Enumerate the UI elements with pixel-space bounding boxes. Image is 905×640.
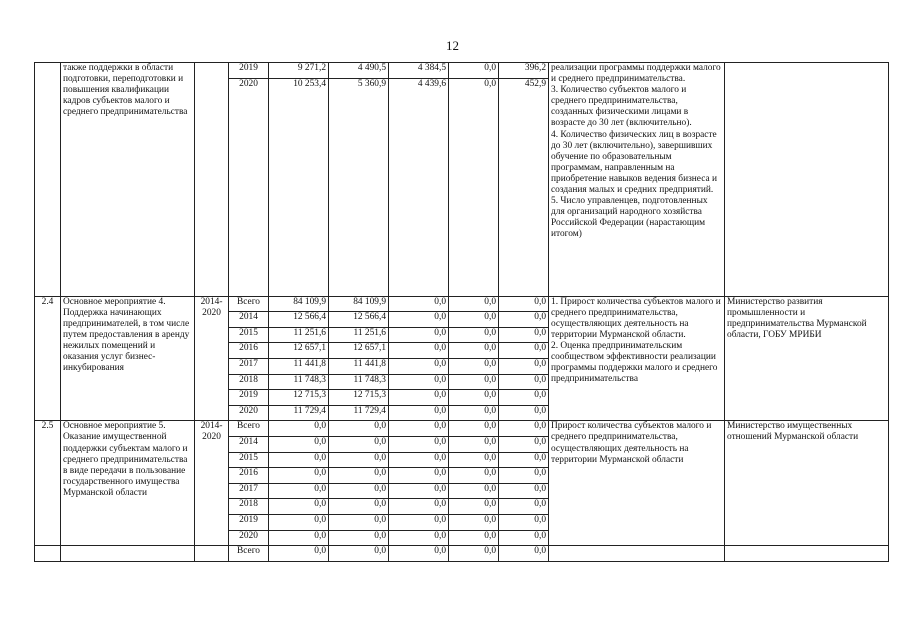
total-amount-cell: 11 729,4	[269, 405, 329, 421]
regional-budget-cell: 12 657,1	[329, 343, 389, 359]
results-cell: 1. Прирост количества субъектов малого и среднего предпринимательства, осуществляющих деятельность на территории Мурманской области. 2. Оценка предпринимательским сообществом эффективности реализации программы поддержки малого и среднего предпринимательства	[549, 296, 725, 421]
local-budget-cell: 0,0	[449, 312, 499, 328]
federal-budget-cell: 0,0	[389, 343, 449, 359]
other-sources-cell: 0,0	[499, 546, 549, 562]
year-cell: 2019	[229, 390, 269, 406]
results-cell: Прирост количества субъектов малого и среднего предпринимательства, осуществляющих деятельность на территории Мурманской области	[549, 421, 725, 546]
total-amount-cell: 0,0	[269, 452, 329, 468]
other-sources-cell: 0,0	[499, 499, 549, 515]
local-budget-cell: 0,0	[449, 405, 499, 421]
local-budget-cell: 0,0	[449, 530, 499, 546]
federal-budget-cell: 0,0	[389, 327, 449, 343]
other-sources-cell: 0,0	[499, 358, 549, 374]
local-budget-cell: 0,0	[449, 483, 499, 499]
period-cell	[195, 63, 229, 297]
year-cell: 2020	[229, 78, 269, 296]
regional-budget-cell: 0,0	[329, 546, 389, 562]
other-sources-cell: 0,0	[499, 468, 549, 484]
item-number-cell	[35, 63, 61, 297]
year-cell: 2015	[229, 327, 269, 343]
total-amount-cell: 12 715,3	[269, 390, 329, 406]
regional-budget-cell: 0,0	[329, 514, 389, 530]
federal-budget-cell: 4 384,5	[389, 63, 449, 79]
total-amount-cell: 10 253,4	[269, 78, 329, 296]
federal-budget-cell: 0,0	[389, 483, 449, 499]
activity-description	[61, 546, 195, 562]
federal-budget-cell: 0,0	[389, 405, 449, 421]
local-budget-cell: 0,0	[449, 78, 499, 296]
regional-budget-cell: 0,0	[329, 499, 389, 515]
year-cell: 2014	[229, 436, 269, 452]
year-cell: 2019	[229, 63, 269, 79]
regional-budget-cell: 11 251,6	[329, 327, 389, 343]
year-cell: 2020	[229, 405, 269, 421]
period-cell: 2014- 2020	[195, 421, 229, 546]
total-amount-cell: 11 748,3	[269, 374, 329, 390]
activity-description: Основное мероприятие 4. Поддержка начинающих предпринимателей, в том числе путем предоставления в аренду нежилых помещений и оказания услуг бизнес-инкубирования	[61, 296, 195, 421]
federal-budget-cell: 0,0	[389, 468, 449, 484]
regional-budget-cell: 0,0	[329, 421, 389, 437]
year-cell: 2016	[229, 343, 269, 359]
federal-budget-cell: 0,0	[389, 296, 449, 312]
total-amount-cell: 11 251,6	[269, 327, 329, 343]
regional-budget-cell: 12 715,3	[329, 390, 389, 406]
other-sources-cell: 0,0	[499, 436, 549, 452]
local-budget-cell: 0,0	[449, 63, 499, 79]
activity-description: также поддержки в области подготовки, переподготовки и повышения квалификации кадров субъектов малого и среднего предпринимательства	[61, 63, 195, 297]
local-budget-cell: 0,0	[449, 468, 499, 484]
total-amount-cell: 0,0	[269, 546, 329, 562]
period-cell: 2014- 2020	[195, 296, 229, 421]
year-cell: 2017	[229, 483, 269, 499]
year-cell: 2014	[229, 312, 269, 328]
regional-budget-cell: 11 441,8	[329, 358, 389, 374]
other-sources-cell: 0,0	[499, 374, 549, 390]
period-cell	[195, 546, 229, 562]
other-sources-cell: 0,0	[499, 421, 549, 437]
program-activities-table	[34, 62, 889, 562]
federal-budget-cell: 0,0	[389, 514, 449, 530]
item-number-cell: 2.5	[35, 421, 61, 546]
year-cell: 2017	[229, 358, 269, 374]
other-sources-cell: 0,0	[499, 296, 549, 312]
local-budget-cell: 0,0	[449, 343, 499, 359]
total-amount-cell: 0,0	[269, 436, 329, 452]
other-sources-cell: 0,0	[499, 514, 549, 530]
table-row	[35, 421, 889, 437]
federal-budget-cell: 0,0	[389, 390, 449, 406]
year-cell: Всего	[229, 546, 269, 562]
federal-budget-cell: 0,0	[389, 358, 449, 374]
regional-budget-cell: 0,0	[329, 530, 389, 546]
results-cell	[549, 546, 725, 562]
regional-budget-cell: 5 360,9	[329, 78, 389, 296]
other-sources-cell: 0,0	[499, 483, 549, 499]
federal-budget-cell: 0,0	[389, 546, 449, 562]
total-amount-cell: 12 566,4	[269, 312, 329, 328]
regional-budget-cell: 84 109,9	[329, 296, 389, 312]
other-sources-cell: 0,0	[499, 312, 549, 328]
executor-cell: Министерство имущественных отношений Мурманской области	[725, 421, 889, 546]
total-amount-cell: 9 271,2	[269, 63, 329, 79]
local-budget-cell: 0,0	[449, 296, 499, 312]
executor-cell	[725, 546, 889, 562]
item-number-cell	[35, 546, 61, 562]
regional-budget-cell: 4 490,5	[329, 63, 389, 79]
regional-budget-cell: 0,0	[329, 436, 389, 452]
total-amount-cell: 0,0	[269, 514, 329, 530]
other-sources-cell: 396,2	[499, 63, 549, 79]
federal-budget-cell: 0,0	[389, 530, 449, 546]
total-amount-cell: 0,0	[269, 421, 329, 437]
other-sources-cell: 0,0	[499, 452, 549, 468]
other-sources-cell: 0,0	[499, 327, 549, 343]
other-sources-cell: 0,0	[499, 343, 549, 359]
local-budget-cell: 0,0	[449, 546, 499, 562]
local-budget-cell: 0,0	[449, 452, 499, 468]
local-budget-cell: 0,0	[449, 436, 499, 452]
regional-budget-cell: 12 566,4	[329, 312, 389, 328]
year-cell: 2016	[229, 468, 269, 484]
federal-budget-cell: 0,0	[389, 452, 449, 468]
total-amount-cell: 11 441,8	[269, 358, 329, 374]
federal-budget-cell: 0,0	[389, 421, 449, 437]
year-cell: Всего	[229, 421, 269, 437]
year-cell: 2020	[229, 530, 269, 546]
federal-budget-cell: 0,0	[389, 436, 449, 452]
other-sources-cell: 0,0	[499, 530, 549, 546]
year-cell: Всего	[229, 296, 269, 312]
federal-budget-cell: 0,0	[389, 374, 449, 390]
regional-budget-cell: 0,0	[329, 483, 389, 499]
regional-budget-cell: 11 729,4	[329, 405, 389, 421]
local-budget-cell: 0,0	[449, 374, 499, 390]
local-budget-cell: 0,0	[449, 327, 499, 343]
total-amount-cell: 0,0	[269, 483, 329, 499]
results-cell: реализации программы поддержки малого и среднего предпринимательства. 3. Количество субъектов малого и среднего предпринимательства, созданных физическими лицами в возрасте до 30 лет (включительно). 4. Количество физических лиц в возрасте до 30 лет (включительно), завершивших обучение по образовательным программам, направленным на приобретение навыков ведения бизнеса и создания малых и средних предприятий. 5. Число управленцев, подготовленных для организаций народного хозяйства Российской Федерации (нарастающим итогом)	[549, 63, 725, 297]
other-sources-cell: 0,0	[499, 390, 549, 406]
local-budget-cell: 0,0	[449, 358, 499, 374]
federal-budget-cell: 4 439,6	[389, 78, 449, 296]
regional-budget-cell: 11 748,3	[329, 374, 389, 390]
table-row	[35, 296, 889, 312]
local-budget-cell: 0,0	[449, 499, 499, 515]
year-cell: 2015	[229, 452, 269, 468]
total-amount-cell: 0,0	[269, 468, 329, 484]
total-amount-cell: 0,0	[269, 499, 329, 515]
other-sources-cell: 452,9	[499, 78, 549, 296]
other-sources-cell: 0,0	[499, 405, 549, 421]
table-row	[35, 63, 889, 79]
federal-budget-cell: 0,0	[389, 499, 449, 515]
total-amount-cell: 0,0	[269, 530, 329, 546]
regional-budget-cell: 0,0	[329, 468, 389, 484]
local-budget-cell: 0,0	[449, 514, 499, 530]
item-number-cell: 2.4	[35, 296, 61, 421]
executor-cell	[725, 63, 889, 297]
year-cell: 2018	[229, 499, 269, 515]
regional-budget-cell: 0,0	[329, 452, 389, 468]
page-number: 12	[446, 38, 459, 53]
federal-budget-cell: 0,0	[389, 312, 449, 328]
activity-description: Основное мероприятие 5. Оказание имущественной поддержки субъектам малого и среднего предпринимательства в виде передачи в пользование государственного имущества Мурманской области	[61, 421, 195, 546]
local-budget-cell: 0,0	[449, 421, 499, 437]
year-cell: 2018	[229, 374, 269, 390]
total-amount-cell: 84 109,9	[269, 296, 329, 312]
executor-cell: Министерство развития промышленности и предпринимательства Мурманской области, ГОБУ МРИБИ	[725, 296, 889, 421]
local-budget-cell: 0,0	[449, 390, 499, 406]
year-cell: 2019	[229, 514, 269, 530]
total-amount-cell: 12 657,1	[269, 343, 329, 359]
table-row	[35, 546, 889, 562]
